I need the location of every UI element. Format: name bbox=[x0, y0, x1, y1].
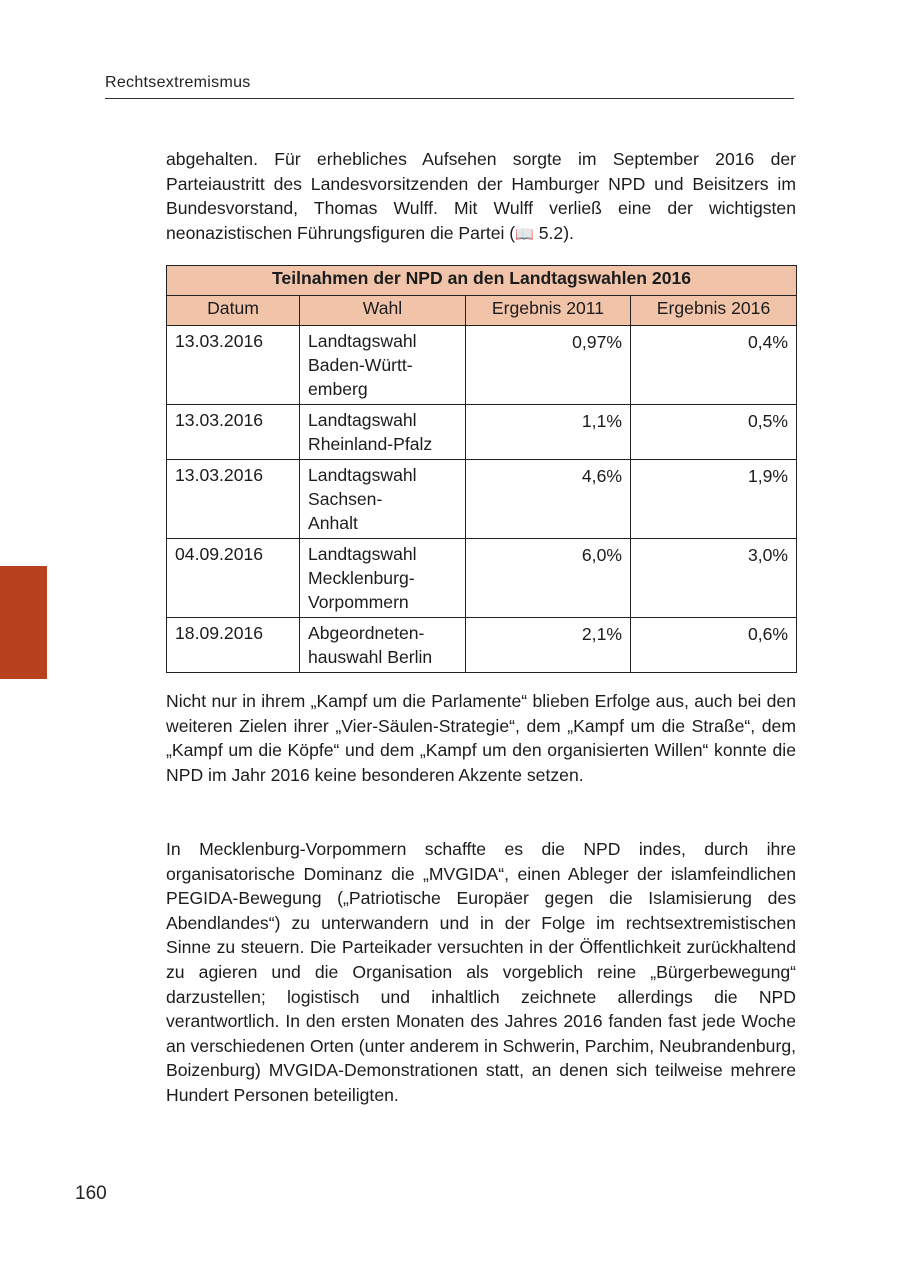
cell-wahl bbox=[300, 539, 466, 618]
cell-ergebnis-2016: 0,6% bbox=[631, 618, 797, 673]
paragraph-3: In Mecklenburg-Vorpommern schaffte es die NPD indes, durch ihre organisatorische Dominanz die „MVGIDA“, einen Ableger der islamfeindlichen PEGIDA-Bewegung („Patriotische Europäer gegen die Islamisierung des Abendlandes“) zu unterwandern und in der Folge im rechtsextremistischen Sinne zu steuern. Die Parteikader versuchten in der Öffentlichkeit zurückhaltend zu agieren und die Organisation als vorgeblich reine „Bürgerbewegung“ darzustellen; logistisch und inhaltlich zeichnete allerdings die NPD verantwortlich. In den ersten Monaten des Jahres 2016 fanden fast jede Woche an verschiedenen Orten (unter anderem in Schwerin, Parchim, Neubrandenburg, Boizenburg) MVGIDA-Demonstrationen statt, an denen sich teilweise mehrere Hundert Personen beteiligten. bbox=[166, 839, 796, 1105]
table-row bbox=[167, 326, 797, 405]
wahl-line: Landtagswahl bbox=[308, 544, 417, 564]
wahl-line: Landtagswahl bbox=[308, 465, 417, 485]
table-row bbox=[167, 539, 797, 618]
cell-ergebnis-2011: 0,97% bbox=[466, 326, 631, 405]
column-header-ergebnis-2016: Ergebnis 2016 bbox=[631, 296, 797, 326]
wahl-line: Landtagswahl bbox=[308, 331, 417, 351]
cell-ergebnis-2016: 0,5% bbox=[631, 405, 797, 460]
cell-datum: 13.03.2016 bbox=[167, 460, 300, 539]
paragraph-2: Nicht nur in ihrem „Kampf um die Parlamente“ blieben Erfolge aus, auch bei den weiteren Zielen ihrer „Vier-Säulen-Strategie“, dem „Kampf um die Straße“, dem „Kampf um die Köpfe“ und dem „Kampf um den organisierten Willen“ konnte die NPD im Jahr 2016 keine besonderen Akzente setzen. bbox=[166, 691, 796, 785]
column-header-datum: Datum bbox=[167, 296, 300, 326]
table-caption-row bbox=[167, 266, 797, 296]
wahl-line: Mecklenburg- bbox=[308, 568, 415, 588]
cell-ergebnis-2011: 1,1% bbox=[466, 405, 631, 460]
cell-wahl bbox=[300, 405, 466, 460]
cell-ergebnis-2011: 2,1% bbox=[466, 618, 631, 673]
running-head: Rechtsextremismus bbox=[105, 74, 794, 99]
cell-ergebnis-2011: 4,6% bbox=[466, 460, 631, 539]
cell-datum: 18.09.2016 bbox=[167, 618, 300, 673]
wahl-line: hauswahl Berlin bbox=[308, 647, 433, 667]
column-header-wahl: Wahl bbox=[300, 296, 466, 326]
wahl-line: Vorpommern bbox=[308, 592, 409, 612]
wahl-line: Baden-Württ- bbox=[308, 355, 413, 375]
table-row bbox=[167, 405, 797, 460]
cell-wahl bbox=[300, 618, 466, 673]
book-icon: 📖 bbox=[515, 225, 534, 243]
npd-election-table bbox=[166, 265, 797, 673]
wahl-line: Rheinland-Pfalz bbox=[308, 434, 433, 454]
wahl-line: Abgeordneten- bbox=[308, 623, 425, 643]
column-header-ergebnis-2011: Ergebnis 2011 bbox=[466, 296, 631, 326]
cell-ergebnis-2016: 1,9% bbox=[631, 460, 797, 539]
cell-datum: 04.09.2016 bbox=[167, 539, 300, 618]
wahl-line: Anhalt bbox=[308, 513, 358, 533]
table-caption: Teilnahmen der NPD an den Landtagswahlen 2016 bbox=[167, 266, 797, 296]
wahl-line: Landtagswahl bbox=[308, 410, 417, 430]
table-row bbox=[167, 460, 797, 539]
cell-datum: 13.03.2016 bbox=[167, 326, 300, 405]
cell-wahl bbox=[300, 460, 466, 539]
cell-datum: 13.03.2016 bbox=[167, 405, 300, 460]
cell-wahl bbox=[300, 326, 466, 405]
wahl-line: Sachsen- bbox=[308, 489, 383, 509]
paragraph-1-reference: 5.2). bbox=[538, 222, 574, 243]
chapter-side-tab bbox=[0, 566, 47, 679]
table-header-row bbox=[167, 296, 797, 326]
table-row bbox=[167, 618, 797, 673]
cell-ergebnis-2016: 0,4% bbox=[631, 326, 797, 405]
paragraph-1-text: abgehalten. Für erhebliches Aufsehen sorgte im September 2016 der Parteiaustritt des Landesvorsitzenden der Hamburger NPD und Beisitzers im Bundesvorstand, Thomas Wulff. Mit Wulff verließ eine der wichtigsten neonazistischen Führungsfiguren die Partei ( bbox=[166, 149, 796, 243]
page-number: 160 bbox=[75, 1183, 107, 1204]
cell-ergebnis-2016: 3,0% bbox=[631, 539, 797, 618]
paragraph-1 bbox=[166, 147, 796, 247]
cell-ergebnis-2011: 6,0% bbox=[466, 539, 631, 618]
wahl-line: emberg bbox=[308, 379, 368, 399]
